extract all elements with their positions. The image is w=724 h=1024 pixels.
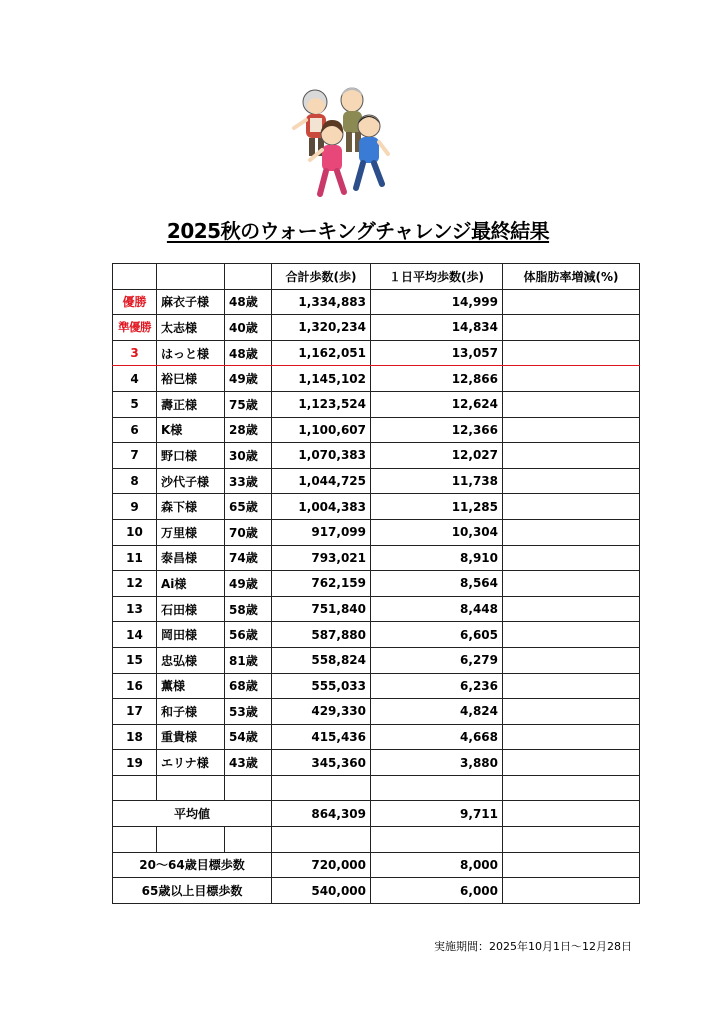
table-row — [113, 519, 640, 545]
daily-average-cell: 4,824 — [371, 699, 503, 725]
name-cell: 野口様 — [157, 443, 225, 469]
total-steps-cell: 1,004,383 — [272, 494, 371, 520]
body-fat-cell — [503, 366, 640, 392]
average-total: 864,309 — [272, 801, 371, 827]
daily-average-cell: 10,304 — [371, 519, 503, 545]
body-fat-cell — [503, 391, 640, 417]
rank-cell: 3 — [113, 340, 157, 366]
total-steps-cell: 555,033 — [272, 673, 371, 699]
target-under65-daily: 8,000 — [371, 852, 503, 878]
name-cell: K様 — [157, 417, 225, 443]
age-cell: 65歳 — [225, 494, 272, 520]
total-steps-cell: 1,145,102 — [272, 366, 371, 392]
table-row — [113, 468, 640, 494]
age-cell: 56歳 — [225, 622, 272, 648]
rank-cell: 10 — [113, 519, 157, 545]
total-steps-cell: 793,021 — [272, 545, 371, 571]
table-row — [113, 596, 640, 622]
total-steps-cell: 1,162,051 — [272, 340, 371, 366]
body-fat-cell — [503, 647, 640, 673]
name-cell: 万里様 — [157, 519, 225, 545]
daily-average-cell: 6,279 — [371, 647, 503, 673]
total-steps-cell: 751,840 — [272, 596, 371, 622]
age-cell: 53歳 — [225, 699, 272, 725]
age-cell: 70歳 — [225, 519, 272, 545]
rank-cell: 準優勝 — [113, 315, 157, 341]
name-cell: 泰昌様 — [157, 545, 225, 571]
rank-cell: 19 — [113, 750, 157, 776]
walking-family-illustration — [286, 84, 392, 200]
name-cell: 壽正様 — [157, 391, 225, 417]
name-cell: Ai様 — [157, 571, 225, 597]
name-cell: 石田様 — [157, 596, 225, 622]
total-steps-cell: 415,436 — [272, 724, 371, 750]
age-cell: 40歳 — [225, 315, 272, 341]
body-fat-cell — [503, 545, 640, 571]
header-daily-average: １日平均歩数(歩) — [371, 264, 503, 290]
header-row — [113, 264, 640, 290]
daily-average-cell: 14,999 — [371, 289, 503, 315]
name-cell: 薫様 — [157, 673, 225, 699]
average-daily: 9,711 — [371, 801, 503, 827]
blank-row — [113, 827, 640, 853]
total-steps-cell: 1,334,883 — [272, 289, 371, 315]
header-name — [157, 264, 225, 290]
rank-cell: 18 — [113, 724, 157, 750]
average-row — [113, 801, 640, 827]
age-cell: 30歳 — [225, 443, 272, 469]
target-under65-fat — [503, 852, 640, 878]
body-fat-cell — [503, 315, 640, 341]
age-cell: 28歳 — [225, 417, 272, 443]
body-fat-cell — [503, 289, 640, 315]
daily-average-cell: 6,605 — [371, 622, 503, 648]
age-cell: 48歳 — [225, 289, 272, 315]
total-steps-cell: 1,123,524 — [272, 391, 371, 417]
table-row — [113, 366, 640, 392]
age-cell: 58歳 — [225, 596, 272, 622]
body-fat-cell — [503, 571, 640, 597]
header-rank — [113, 264, 157, 290]
body-fat-cell — [503, 468, 640, 494]
total-steps-cell: 917,099 — [272, 519, 371, 545]
target-under65-total: 720,000 — [272, 852, 371, 878]
target-65plus-total: 540,000 — [272, 878, 371, 904]
table-row — [113, 443, 640, 469]
total-steps-cell: 587,880 — [272, 622, 371, 648]
rank-cell: 17 — [113, 699, 157, 725]
total-steps-cell: 1,100,607 — [272, 417, 371, 443]
table-row — [113, 571, 640, 597]
header-age — [225, 264, 272, 290]
age-cell: 75歳 — [225, 391, 272, 417]
body-fat-cell — [503, 494, 640, 520]
table-row — [113, 750, 640, 776]
body-fat-cell — [503, 596, 640, 622]
total-steps-cell: 1,044,725 — [272, 468, 371, 494]
age-cell: 49歳 — [225, 571, 272, 597]
average-fat — [503, 801, 640, 827]
total-steps-cell: 429,330 — [272, 699, 371, 725]
age-cell: 33歳 — [225, 468, 272, 494]
header-total-steps: 合計歩数(歩) — [272, 264, 371, 290]
table-row — [113, 545, 640, 571]
body-fat-cell — [503, 443, 640, 469]
table-row — [113, 647, 640, 673]
target-row-under65 — [113, 852, 640, 878]
page-title: 2025秋のウォーキングチャレンジ最終結果 — [166, 219, 550, 243]
body-fat-cell — [503, 673, 640, 699]
daily-average-cell: 14,834 — [371, 315, 503, 341]
target-65plus-daily: 6,000 — [371, 878, 503, 904]
body-fat-cell — [503, 417, 640, 443]
rank-cell: 11 — [113, 545, 157, 571]
blank-row — [113, 775, 640, 801]
total-steps-cell: 1,070,383 — [272, 443, 371, 469]
table-row — [113, 724, 640, 750]
name-cell: 森下様 — [157, 494, 225, 520]
daily-average-cell: 8,564 — [371, 571, 503, 597]
body-fat-cell — [503, 622, 640, 648]
table-row — [113, 699, 640, 725]
body-fat-cell — [503, 750, 640, 776]
total-steps-cell: 558,824 — [272, 647, 371, 673]
rank-cell: 12 — [113, 571, 157, 597]
period-note: 実施期間：2025年10月1日～12月28日 — [434, 940, 632, 953]
name-cell: はっと様 — [157, 340, 225, 366]
daily-average-cell: 12,027 — [371, 443, 503, 469]
name-cell: 太志様 — [157, 315, 225, 341]
table-row — [113, 391, 640, 417]
age-cell: 68歳 — [225, 673, 272, 699]
table-row — [113, 417, 640, 443]
daily-average-cell: 11,738 — [371, 468, 503, 494]
daily-average-cell: 12,366 — [371, 417, 503, 443]
age-cell: 43歳 — [225, 750, 272, 776]
name-cell: 麻衣子様 — [157, 289, 225, 315]
daily-average-cell: 11,285 — [371, 494, 503, 520]
target-65plus-label: 65歳以上目標歩数 — [113, 878, 272, 904]
rank-cell: 5 — [113, 391, 157, 417]
target-row-65plus — [113, 878, 640, 904]
table-row — [113, 340, 640, 366]
age-cell: 81歳 — [225, 647, 272, 673]
rank-cell: 14 — [113, 622, 157, 648]
results-table — [112, 263, 640, 904]
table-row — [113, 494, 640, 520]
body-fat-cell — [503, 340, 640, 366]
target-65plus-fat — [503, 878, 640, 904]
daily-average-cell: 8,910 — [371, 545, 503, 571]
age-cell: 74歳 — [225, 545, 272, 571]
age-cell: 54歳 — [225, 724, 272, 750]
rank-cell: 8 — [113, 468, 157, 494]
daily-average-cell: 6,236 — [371, 673, 503, 699]
name-cell: 岡田様 — [157, 622, 225, 648]
rank-cell: 7 — [113, 443, 157, 469]
table-row — [113, 315, 640, 341]
table-row — [113, 289, 640, 315]
table-row — [113, 673, 640, 699]
body-fat-cell — [503, 724, 640, 750]
age-cell: 49歳 — [225, 366, 272, 392]
daily-average-cell: 8,448 — [371, 596, 503, 622]
name-cell: 忠弘様 — [157, 647, 225, 673]
daily-average-cell: 3,880 — [371, 750, 503, 776]
name-cell: 沙代子様 — [157, 468, 225, 494]
rank-cell: 6 — [113, 417, 157, 443]
daily-average-cell: 13,057 — [371, 340, 503, 366]
body-fat-cell — [503, 699, 640, 725]
total-steps-cell: 1,320,234 — [272, 315, 371, 341]
header-body-fat-change: 体脂肪率増減(%) — [503, 264, 640, 290]
body-fat-cell — [503, 519, 640, 545]
rank-cell: 9 — [113, 494, 157, 520]
name-cell: 重貴様 — [157, 724, 225, 750]
name-cell: 裕巳様 — [157, 366, 225, 392]
rank-cell: 13 — [113, 596, 157, 622]
rank-cell: 4 — [113, 366, 157, 392]
table-row — [113, 622, 640, 648]
rank-cell: 優勝 — [113, 289, 157, 315]
age-cell: 48歳 — [225, 340, 272, 366]
rank-cell: 16 — [113, 673, 157, 699]
name-cell: 和子様 — [157, 699, 225, 725]
total-steps-cell: 345,360 — [272, 750, 371, 776]
daily-average-cell: 12,866 — [371, 366, 503, 392]
name-cell: エリナ様 — [157, 750, 225, 776]
rank-cell: 15 — [113, 647, 157, 673]
daily-average-cell: 12,624 — [371, 391, 503, 417]
daily-average-cell: 4,668 — [371, 724, 503, 750]
total-steps-cell: 762,159 — [272, 571, 371, 597]
target-under65-label: 20～64歳目標歩数 — [113, 852, 272, 878]
average-label: 平均値 — [113, 801, 272, 827]
